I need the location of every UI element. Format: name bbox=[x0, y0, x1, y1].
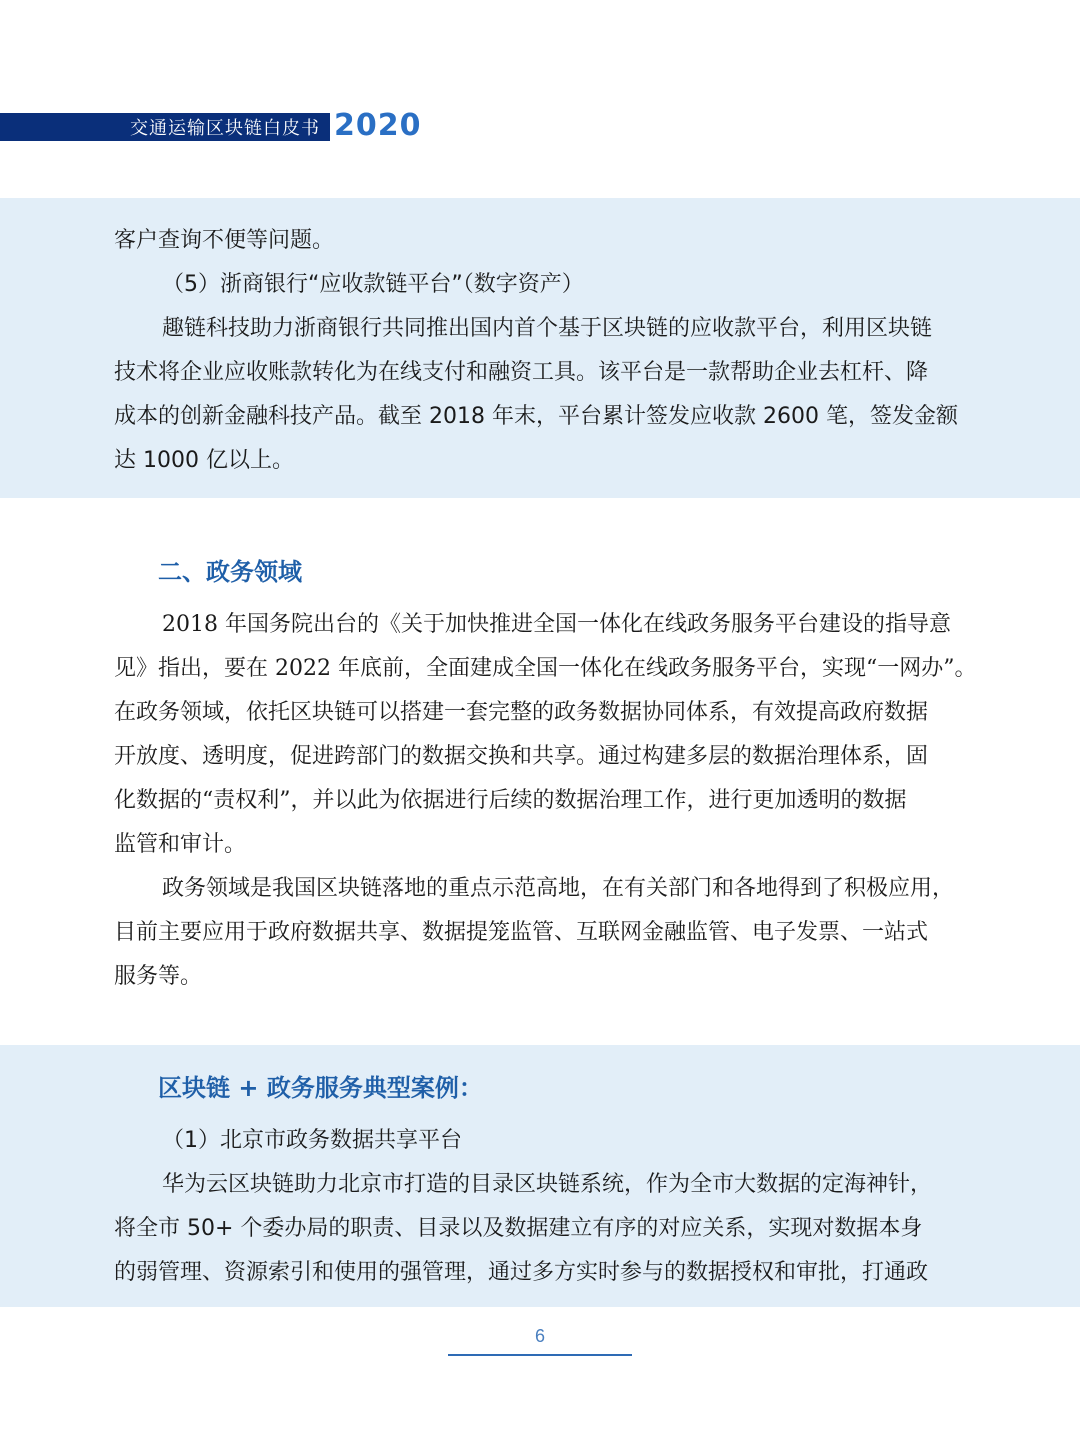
body-line: 技术将企业应收账款转化为在线支付和融资工具。该平台是一款帮助企业去杠杆、降 bbox=[114, 360, 929, 385]
body-line: 2018 年国务院出台的《关于加快推进全国一体化在线政务服务平台建设的指导意 bbox=[162, 612, 951, 637]
body-line: 见》指出，要在 2022 年底前，全面建成全国一体化在线政务服务平台，实现“一网办”。 bbox=[114, 656, 977, 681]
header-title: 交通运输区块链白皮书 bbox=[130, 118, 320, 139]
case-box-heading: 区块链 + 政务服务典型案例： bbox=[158, 1074, 483, 1102]
page-number-underline bbox=[448, 1354, 632, 1356]
body-line: 趣链科技助力浙商银行共同推出国内首个基于区块链的应收款平台，利用区块链 bbox=[162, 316, 933, 341]
body-line: 成本的创新金融科技产品。截至 2018 年末，平台累计签发应收款 2600 笔，签发金额 bbox=[114, 404, 958, 429]
body-line: 化数据的“责权利”，并以此为依据进行后续的数据治理工作，进行更加透明的数据 bbox=[114, 788, 907, 813]
body-line: 服务等。 bbox=[114, 964, 203, 989]
body-line: 政务领域是我国区块链落地的重点示范高地，在有关部门和各地得到了积极应用， bbox=[162, 876, 955, 901]
body-line: 将全市 50+ 个委办局的职责、目录以及数据建立有序的对应关系，实现对数据本身 bbox=[114, 1216, 923, 1241]
header-year: 2020 bbox=[334, 108, 422, 143]
header-title-bar bbox=[0, 113, 330, 141]
body-line: 在政务领域，依托区块链可以搭建一套完整的政务数据协同体系，有效提高政府数据 bbox=[114, 700, 929, 725]
page-number: 6 bbox=[534, 1326, 545, 1346]
body-line: 目前主要应用于政府数据共享、数据提笼监管、互联网金融监管、电子发票、一站式 bbox=[114, 920, 929, 945]
body-line: 监管和审计。 bbox=[114, 832, 247, 857]
section-heading: 二、政务领域 bbox=[158, 558, 302, 586]
case-subheading: （5）浙商银行“应收款链平台”（数字资产） bbox=[162, 272, 584, 297]
body-line: 达 1000 亿以上。 bbox=[114, 448, 294, 473]
body-line: 的弱管理、资源索引和使用的强管理，通过多方实时参与的数据授权和审批，打通政 bbox=[114, 1260, 929, 1285]
case-subheading: （1）北京市政务数据共享平台 bbox=[162, 1128, 462, 1153]
body-line: 华为云区块链助力北京市打造的目录区块链系统，作为全市大数据的定海神针， bbox=[162, 1172, 933, 1197]
body-line: 客户查询不便等问题。 bbox=[114, 228, 335, 253]
body-line: 开放度、透明度，促进跨部门的数据交换和共享。通过构建多层的数据治理体系，固 bbox=[114, 744, 929, 769]
